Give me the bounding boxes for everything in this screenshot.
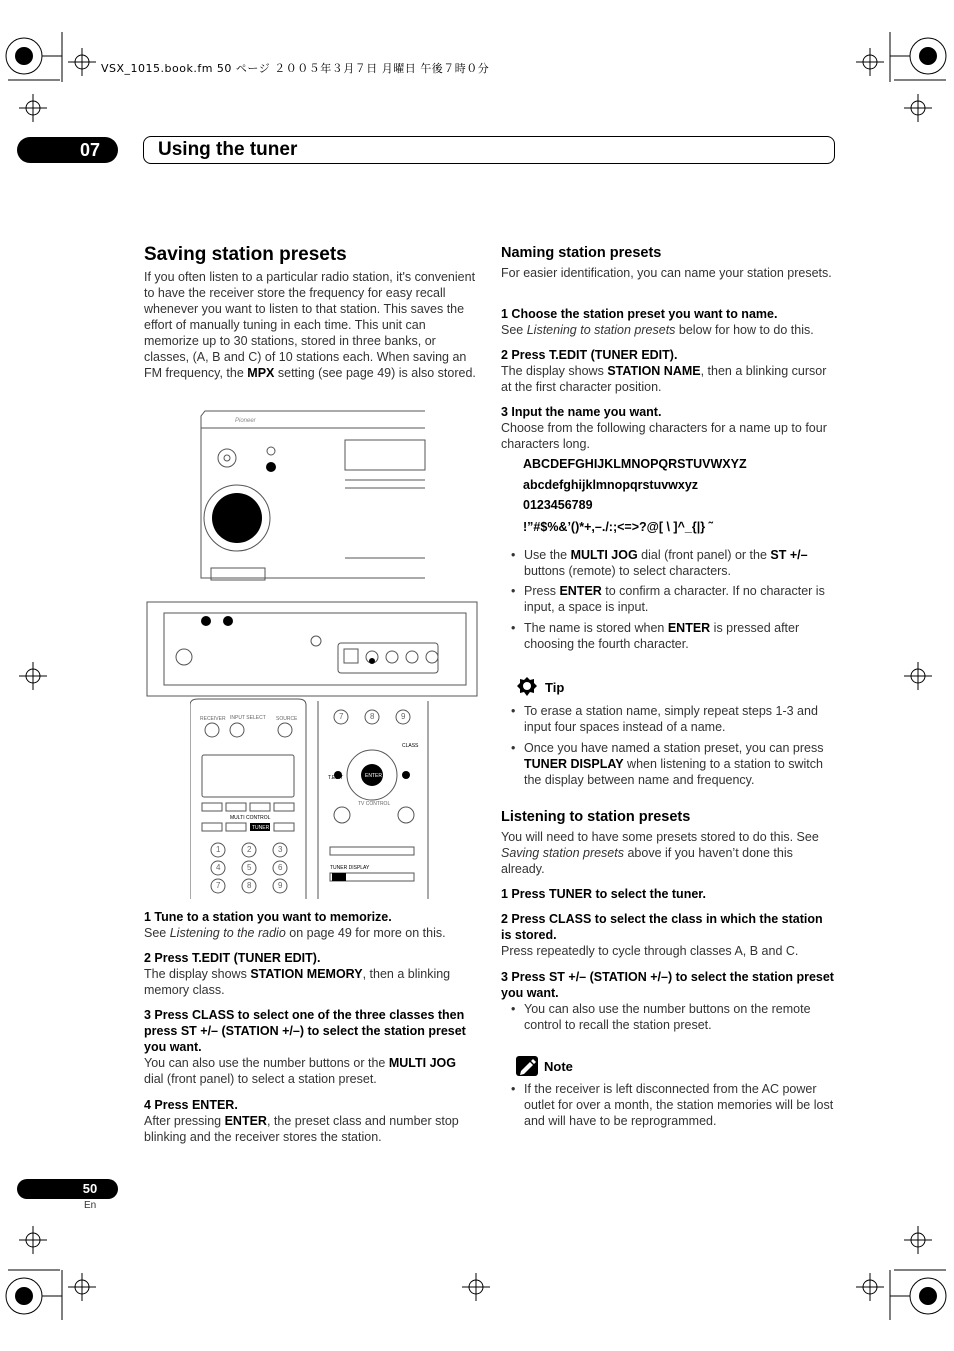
remote-tedit-label: T.EDIT (328, 775, 344, 781)
remote-tuner-key-label: TUNER (252, 825, 270, 831)
remote-key-8: 8 (247, 881, 252, 890)
remote-key-1: 1 (216, 845, 221, 854)
file-info-header: VSX_1015.book.fm 50 ページ ２００５年３月７日 月曜日 午後７時０分 (101, 62, 490, 75)
remote-key-9: 9 (278, 881, 283, 890)
svg-text:Pioneer: Pioneer (235, 418, 256, 424)
lightbulb-icon (516, 676, 538, 698)
remote-multi-control-label: MULTI CONTROL (230, 815, 271, 821)
naming-intro: For easier identification, you can name your station presets. (501, 266, 832, 280)
saving-intro: If you often listen to a particular radio station, it's convenient to have the receiver store the frequency for easy recall whenever you want to listen to that station. This saves the effort of manually tuning in each time. This unit can memorize up to 30 stations, stored in three banks, or classes, (A, B and C) of 10 stations each. When saving an FM frequency, the MPX setting (see page 49) is also stored. (144, 270, 476, 380)
remote-key-3: 3 (278, 845, 283, 854)
listening-step-3-bullet: • You can also use the number buttons on the remote control to recall the station preset. (524, 1001, 836, 1033)
note-label: Note (544, 1059, 573, 1074)
remote-key-5: 5 (247, 863, 252, 872)
saving-step-3-text: You can also use the number buttons or the MULTI JOG dial (front panel) to select a station preset. (144, 1056, 456, 1086)
naming-step-2-title: 2 Press T.EDIT (TUNER EDIT). (501, 348, 678, 362)
section-title-naming: Naming station presets (501, 245, 662, 261)
tip-label: Tip (545, 680, 565, 695)
tip-bullet-1: • To erase a station name, simply repeat steps 1-3 and input four spaces instead of a name. (524, 703, 836, 735)
naming-step-3-text: Choose from the following characters for a name up to four characters long. (501, 421, 827, 451)
tip-bullet-2: • Once you have named a station preset, you can press TUNER DISPLAY when listening to a station to switch the display between name and frequency. (524, 740, 836, 788)
remote-source-label: SOURCE (276, 716, 298, 722)
section-title-listening: Listening to station presets (501, 809, 691, 825)
naming-bullet-3: • The name is stored when ENTER is pressed after choosing the fourth character. (524, 620, 834, 652)
listening-step-3-title: 3 Press ST +/– (STATION +/–) to select the station preset you want. (501, 970, 834, 1000)
saving-step-3-title: 3 Press CLASS to select one of the three classes then press ST +/– (STATION +/–) to select the station preset you want. (144, 1008, 466, 1054)
remote-key-7: 7 (216, 881, 221, 890)
remote-key-4: 4 (216, 863, 221, 872)
saving-step-2-text: The display shows STATION MEMORY, then a blinking memory class. (144, 967, 451, 997)
naming-step-1-text: See Listening to station presets below for how to do this. (501, 323, 814, 337)
naming-bullet-2: • Press ENTER to confirm a character. If no character is input, a space is input. (524, 583, 834, 615)
chars-digits: 0123456789 (523, 498, 593, 512)
saving-step-1-text: See Listening to the radio on page 49 for more on this. (144, 926, 446, 940)
remote-top-key-7: 7 (339, 712, 344, 721)
naming-step-1-title: 1 Choose the station preset you want to name. (501, 307, 778, 321)
listening-step-2-title: 2 Press CLASS to select the class in which the station is stored. (501, 912, 823, 942)
remote-key-2: 2 (247, 845, 252, 854)
naming-step-2-text: The display shows STATION NAME, then a blinking cursor at the first character position. (501, 364, 827, 394)
section-title-saving: Saving station presets (144, 244, 347, 265)
chars-uppercase: ABCDEFGHIJKLMNOPQRSTUVWXYZ (523, 457, 747, 471)
page-number: 50 (82, 1181, 98, 1196)
naming-bullet-1: • Use the MULTI JOG dial (front panel) or the ST +/– buttons (remote) to select characters. (524, 547, 834, 579)
listening-intro: You will need to have some presets stored to do this. See Saving station presets above if you haven’t done this already. (501, 830, 819, 876)
front-panel-strip-illustration (146, 601, 478, 699)
language-code: En (84, 1200, 97, 1211)
receiver-front-panel-illustration (195, 408, 485, 588)
chapter-number: 07 (79, 140, 101, 160)
chars-lowercase: abcdefghijklmnopqrstuvwxyz (523, 478, 699, 492)
note-bullet-1: • If the receiver is left disconnected from the AC power outlet for over a month, the station memories will be lost and will have to be reprogrammed. (524, 1081, 836, 1129)
saving-step-1-title: 1 Tune to a station you want to memorize. (144, 910, 392, 924)
remote-top-key-9: 9 (401, 712, 406, 721)
remote-control-illustration (190, 697, 430, 902)
remote-key-6: 6 (278, 863, 283, 872)
remote-class-label: CLASS (402, 743, 419, 749)
listening-step-1-title: 1 Press TUNER to select the tuner. (501, 887, 706, 901)
remote-tv-control-label: TV CONTROL (358, 801, 391, 807)
saving-step-2-title: 2 Press T.EDIT (TUNER EDIT). (144, 951, 321, 965)
listening-step-2-text: Press repeatedly to cycle through classes A, B and C. (501, 944, 799, 958)
remote-enter-key-label: ENTER (365, 773, 382, 779)
saving-step-4-text: After pressing ENTER, the preset class and number stop blinking and the receiver stores the station. (144, 1114, 459, 1144)
remote-input-select-label: INPUT SELECT (230, 715, 266, 721)
chars-symbols: !”#$%&’()*+,–./:;<=>?@[ \ ]^_{|} ˜ (523, 520, 713, 534)
saving-step-4-title: 4 Press ENTER. (144, 1098, 238, 1112)
naming-step-3-title: 3 Input the name you want. (501, 405, 662, 419)
remote-tuner-display-label: TUNER DISPLAY (330, 865, 370, 871)
remote-receiver-label: RECEIVER (200, 716, 226, 722)
note-icon (516, 1056, 538, 1076)
chapter-title: Using the tuner (158, 139, 298, 160)
remote-top-key-8: 8 (370, 712, 375, 721)
